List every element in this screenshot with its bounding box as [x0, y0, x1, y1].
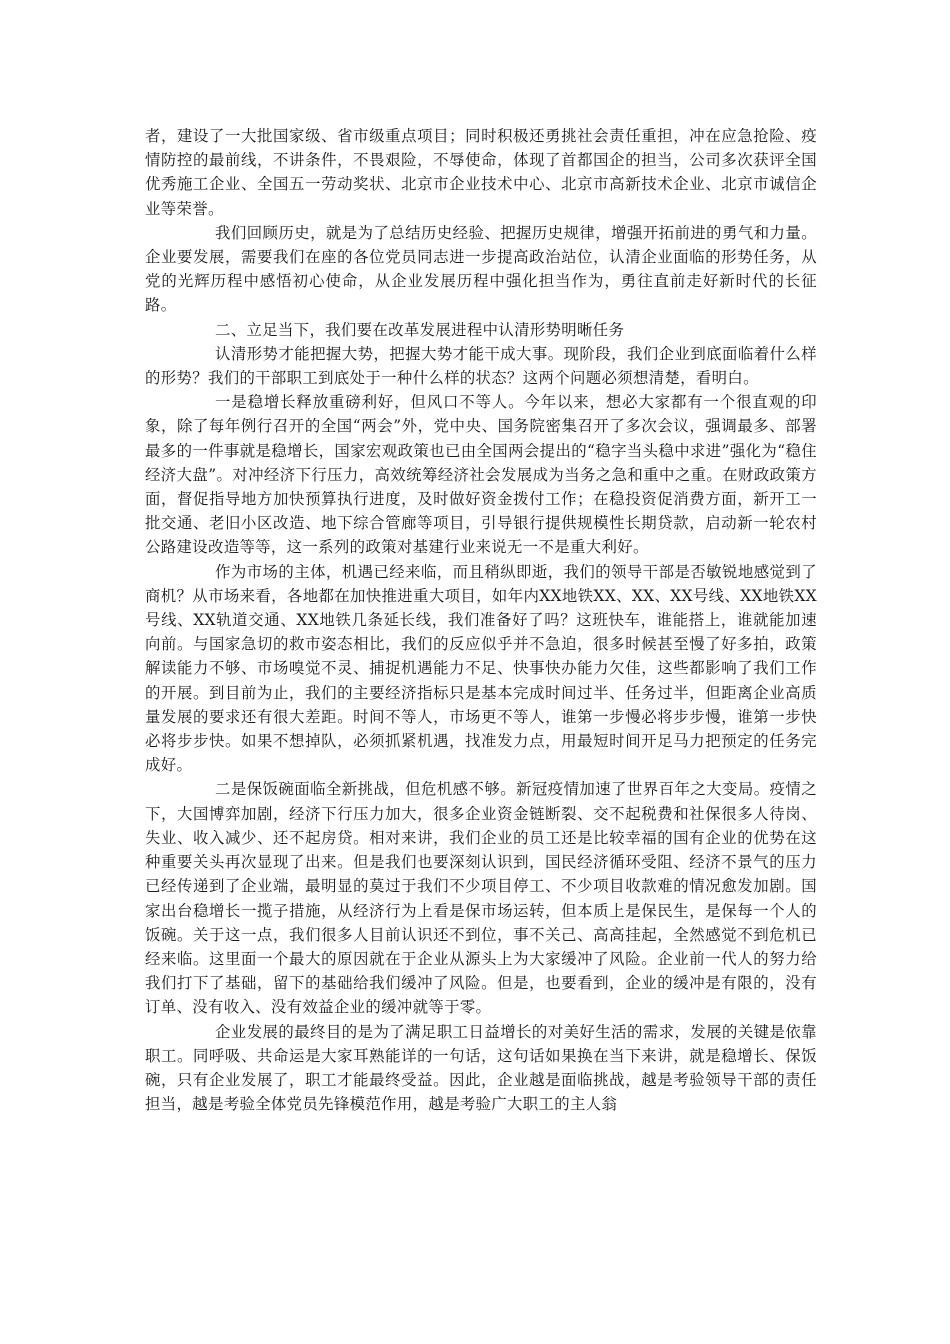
paragraph-challenge: 二是保饭碗面临全新挑战，但危机感不够。新冠疫情加速了世界百年之大变局。疫情之下，大国博弈加剧，经济下行压力加大，很多企业资金链断裂、交不起税费和社保很多人待岗、失业、收入减少、还不起房贷。相对来讲，我们企业的员工还是比较幸福的国有企业的优势在这种重要关头再次显现了出来。但是我们也要深刻认识到，国民经济循环受阻、经济不景气的压力已经传递到了企业端，最明显的莫过于我们不少项目停工、不少项目收款难的情况愈发加剧。国家出台稳增长一揽子措施，从经济行为上看是保市场运转，但本质上是保民生，是保每一个人的饭碗。关于这一点，我们很多人目前认识还不到位，事不关己、高高挂起，全然感觉不到危机已经来临。这里面一个最大的原因就在于企业从源头上为大家缓冲了风险。企业前一代人的努力给我们打下了基础，留下的基础给我们缓冲了风险。但是，也要看到，企业的缓冲是有限的，没有订单、没有收入、没有效益企业的缓冲就等于零。 — [145, 780, 817, 1017]
paragraph-situation: 认清形势才能把握大势，把握大势才能干成大事。现阶段，我们企业到底面临着什么样的形势？我们的干部职工到底处于一种什么样的状态？这两个问题必须想清楚，看明白。 — [145, 344, 817, 388]
paragraph-history-review: 我们回顾历史，就是为了总结历史经验、把握历史规律，增强开拓前进的勇气和力量。企业要发展，需要我们在座的各位党员同志进一步提高政治站位，认清企业面临的形势任务，从党的光辉历程中感悟初心使命，从企业发展历程中强化担当作为，勇往直前走好新时代的长征路。 — [145, 223, 817, 315]
paragraph-growth: 一是稳增长释放重磅利好，但风口不等人。今年以来，想必大家都有一个很直观的印象，除了每年例行召开的全国“两会”外，党中央、国务院密集召开了多次会议，强调最多、部署最多的一件事就是稳增长，国家宏观政策也已由全国两会提出的“稳字当头稳中求进”强化为“稳住经济大盘”。对冲经济下行压力，高效统筹经济社会发展成为当务之急和重中之重。在财政政策方面，督促指导地方加快预算执行进度，及时做好资金拨付工作；在稳投资促消费方面，新开工一批交通、老旧小区改造、地下综合管廊等项目，引导银行提供规模性长期贷款，启动新一轮农村公路建设改造等等，这一系列的政策对基建行业来说无一不是重大利好。 — [145, 393, 817, 557]
section-heading: 二、立足当下，我们要在改革发展进程中认清形势明晰任务 — [215, 320, 625, 339]
paragraph-development: 企业发展的最终目的是为了满足职工日益增长的对美好生活的需求，发展的关键是依靠职工。同呼吸、共命运是大家耳熟能详的一句话，这句话如果换在当下来讲，就是稳增长、保饭碗，只有企业发展了，职工才能最终受益。因此，企业越是面临挑战，越是考验领导干部的责任担当，越是考验全体党员先锋模范作用，越是考验广大职工的主人翁 — [145, 1022, 817, 1114]
paragraph-continuation: 者，建设了一大批国家级、省市级重点项目；同时积极还勇挑社会责任重担，冲在应急抢险、疫情防控的最前线，不讲条件，不畏艰险，不辱使命，体现了首都国企的担当，公司多次获评全国优秀施工企业、全国五一劳动奖状、北京市企业技术中心、北京市高新技术企业、北京市诚信企业等荣誉。 — [145, 127, 817, 218]
paragraph-market: 作为市场的主体，机遇已经来临，而且稍纵即逝，我们的领导干部是否敏锐地感觉到了商机？从市场来看，各地都在加快推进重大项目，如年内XX地铁XX、XX、XX号线、XX地铁XX号线、XX轨道交通、XX地铁几条延长线，我们准备好了吗？这班快车，谁能搭上，谁就能加速向前。与国家急切的救市姿态相比，我们的反应似乎并不急迫，很多时候甚至慢了好多拍，政策解读能力不够、市场嗅觉不灵、捕捉机遇能力不足、快事快办能力欠佳，这些都影响了我们工作的开展。到目前为止，我们的主要经济指标只是基本完成时间过半、任务过半，但距离企业高质量发展的要求还有很大差距。时间不等人，市场更不等人，谁第一步慢必将步步慢，谁第一步快必将步步快。如果不想掉队，必须抓紧机遇，找准发力点，用最短时间开足马力把预定的任务完成好。 — [145, 562, 817, 775]
document-page — [145, 124, 817, 1116]
